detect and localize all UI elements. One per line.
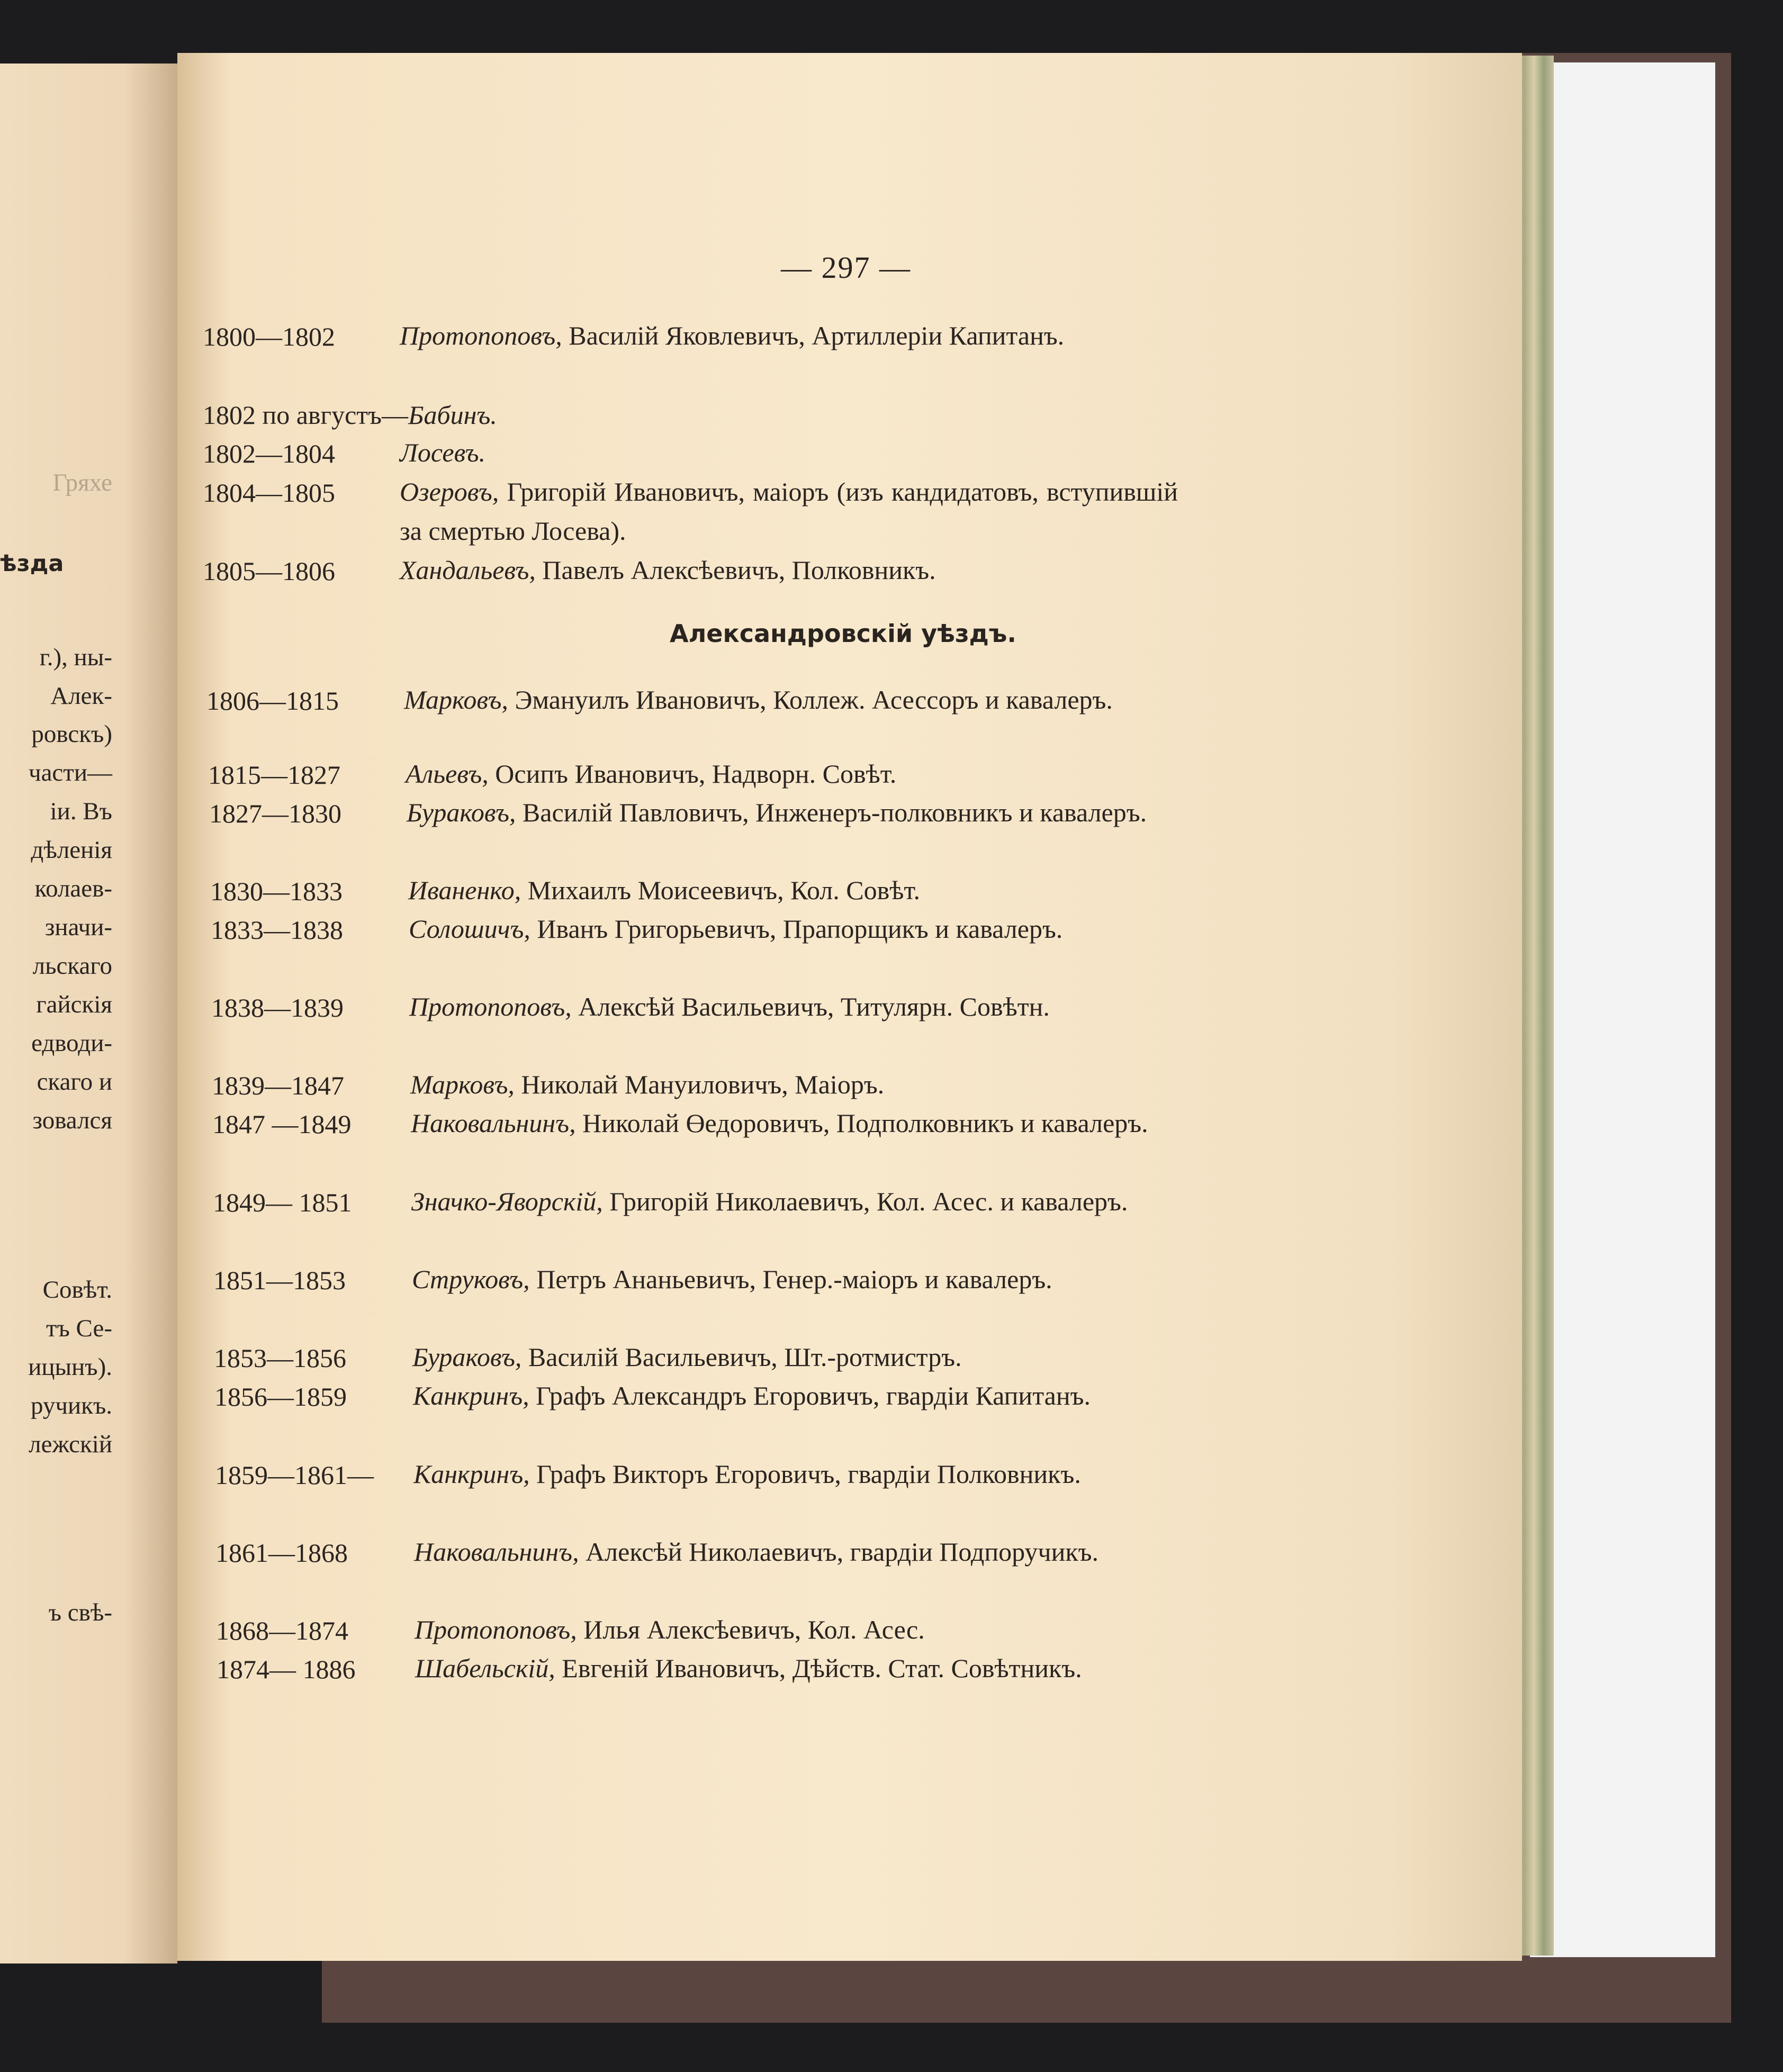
left-fragment: тъ Се- [46,1315,112,1342]
entry-text [413,1376,1191,1415]
entry-rest: Алексѣй Николаевичъ, гвардіи Подпоручикъ. [579,1537,1098,1567]
entry-name: Наковальнинъ, [414,1537,579,1567]
entry-name: Канкринъ, [413,1459,530,1489]
entry-name: Лосевъ. [400,438,486,467]
entry-years: 1802—1804 [203,439,335,468]
entry-name: Протопоповъ, [400,321,562,350]
left-fragment: Гряхе [52,469,112,496]
entry-rest: Николай Өедоровичъ, Подполковникъ и кавалеръ. [575,1108,1148,1138]
entry-text [413,1454,1192,1494]
entry-rest: Павелъ Алексѣевичъ, Полковникъ. [535,555,936,585]
entry-years: 1874— 1886 [217,1654,356,1684]
entry-name: Протопоповъ, [409,992,572,1021]
entry-name: Канкринъ, [413,1381,529,1410]
entry-name: Наковальнинъ, [411,1108,576,1138]
entry-text [404,680,1182,719]
entry-text [415,1610,1193,1649]
entry-years: 1833—1838 [211,915,343,945]
left-fragment: Совѣт. [42,1276,112,1304]
entry-text [410,1065,1188,1104]
entry-rest: Григорій Ивановичъ, маіоръ (изъ кандидатовъ, вступившій за смертью Лосева). [400,477,1178,546]
entry-rest: Илья Алексѣевичъ, Кол. Асес. [577,1615,925,1644]
left-fragment: скаго и [37,1068,112,1096]
entry-text [406,754,1184,793]
left-fragment: дѣленія [31,836,112,864]
entry-name: Марковъ, [404,685,508,714]
entry-text [414,1532,1192,1571]
left-fragment: ицынъ). [28,1353,112,1381]
entry-text [400,472,1178,550]
right-page [177,53,1522,1961]
left-fragment: части— [28,759,112,786]
entry-years: 1805—1806 [203,556,335,586]
left-fragment: г.), ны- [39,644,112,671]
entry-text [411,1182,1190,1221]
entry-name: Иваненко, [408,875,521,905]
entry-full-line [203,400,497,430]
entry-years: 1830—1833 [210,876,343,906]
entry-name: Бабинъ. [408,400,497,430]
paper-sheet-edge [1530,62,1715,1957]
entry-name: Озеровъ, [400,477,499,506]
entry-years: 1839—1847 [212,1071,344,1100]
entry-years: 1851—1853 [213,1265,346,1295]
entry-years: 1849— 1851 [213,1188,352,1217]
left-fragment: Алек- [50,682,112,710]
entry-text [409,987,1187,1026]
entry-years: 1804—1805 [203,478,335,508]
entry-rest: Иванъ Григорьевичъ, Прапорщикъ и кавалеръ. [530,914,1063,944]
entry-years: 1815—1827 [208,760,340,790]
entry-years: 1806—1815 [206,686,339,716]
entry-rest: Василій Яковлевичъ, Артиллеріи Капитанъ. [562,321,1065,350]
entry-text [412,1337,1191,1377]
left-fragment: ѣзда [0,550,64,577]
entry-rest: Эмануилъ Ивановичъ, Коллеж. Асессоръ и кавалеръ. [508,685,1113,714]
entry-years: 1861—1868 [215,1538,348,1568]
entry-rest: Петръ Ананьевичъ, Генер.-маіоръ и кавалеръ. [529,1264,1052,1294]
entry-text [412,1260,1190,1299]
entry-text [407,793,1185,832]
entry-rest: Михаилъ Моисеевичъ, Кол. Совѣт. [521,875,920,905]
left-fragment: ручикъ. [30,1392,112,1419]
entry-years: 1838—1839 [211,993,344,1023]
left-fragment: колаев- [34,875,112,902]
left-fragment: лежскій [29,1431,112,1458]
left-fragment: ровскъ) [31,720,112,748]
entry-name: Марковъ, [410,1070,515,1099]
entry-name: Бураковъ, [407,798,516,827]
entry-rest: Василій Павловичъ, Инженеръ-полковникъ и кавалеръ. [516,798,1147,827]
entry-years: 1859—1861— [215,1460,374,1490]
section-heading: Александровскій уѣздъ. [670,619,1016,648]
entry-text [400,316,1178,355]
entry-rest: Евгеній Ивановичъ, Дѣйств. Стат. Совѣтникъ. [555,1653,1082,1683]
entry-name: Протопоповъ, [415,1615,577,1644]
left-fragment: зовался [32,1107,112,1134]
left-fragment: гайскія [36,991,112,1018]
entry-rest: Николай Мануиловичъ, Маіоръ. [514,1070,885,1099]
left-fragment: іи. Въ [50,798,112,825]
left-page [0,64,177,1964]
entry-name: Солошичъ, [409,914,530,944]
entry-text [415,1649,1193,1688]
page-number: — 297 — [781,250,911,285]
entry-name: Хандальевъ, [400,555,536,585]
entry-years: 1856—1859 [214,1382,347,1412]
entry-prefix: 1802 по августъ— [203,400,408,430]
entry-name: Значко-Яворскій, [411,1187,603,1216]
entry-name: Бураковъ, [412,1342,522,1372]
entry-rest: Графъ Александръ Егоровичъ, гвардіи Капитанъ. [529,1381,1091,1410]
entry-rest: Василій Васильевичъ, Шт.-ротмистръ. [521,1342,962,1372]
entry-text [400,433,1178,472]
left-fragment: едводи- [31,1029,112,1057]
left-fragment: ъ свѣ- [48,1599,112,1626]
entry-text [409,909,1187,948]
entry-text [411,1103,1189,1143]
entry-rest: Алексѣй Васильевичъ, Титулярн. Совѣтн. [571,992,1050,1021]
entry-name: Шабельскій, [415,1653,555,1683]
entry-rest: Осипъ Ивановичъ, Надворн. Совѣт. [488,759,897,789]
entry-years: 1853—1856 [214,1343,346,1373]
entry-text [408,871,1186,910]
entry-text [400,550,1178,590]
entry-name: Альевъ, [406,759,489,789]
entry-rest: Григорій Николаевичъ, Кол. Асес. и кавалеръ. [602,1187,1128,1216]
entry-rest: Графъ Викторъ Егоровичъ, гвардіи Полковникъ. [529,1459,1081,1489]
entry-years: 1847 —1849 [212,1109,352,1139]
entry-years: 1800—1802 [203,322,335,351]
entry-years: 1827—1830 [209,799,341,828]
left-fragment: значи- [44,913,112,941]
left-fragment: льскаго [32,952,112,980]
entry-years: 1868—1874 [216,1616,348,1645]
entry-name: Струковъ, [412,1264,530,1294]
